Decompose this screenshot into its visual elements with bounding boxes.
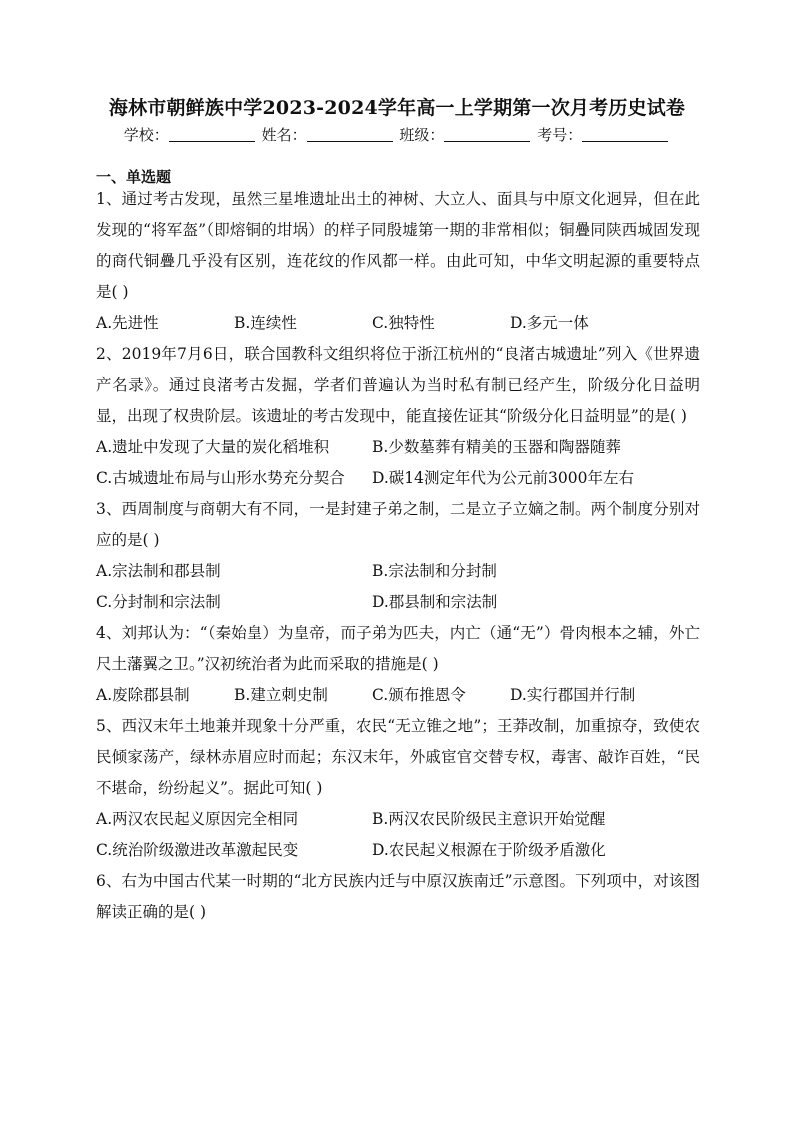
option-c: C.统治阶级激进改革激起民变 (96, 841, 299, 859)
number-label: 考号： (537, 126, 583, 144)
option-d: D.实行郡国并行制 (510, 686, 636, 704)
option-b: B.建立刺史制 (234, 686, 328, 704)
options-row (96, 804, 700, 835)
option-a: A.两汉农民起义原因完全相同 (96, 810, 299, 828)
school-label: 学校： (123, 126, 169, 144)
question-text: 3、西周制度与商朝大有不同，一是封建子弟之制，二是立子立嫡之制。两个制度分别对应的是( ) (96, 500, 700, 549)
class-label: 班级： (399, 126, 445, 144)
number-blank[interactable] (582, 126, 668, 142)
options-row (96, 432, 700, 463)
question-5 (96, 711, 700, 866)
option-b: B.宗法制和分封制 (372, 562, 497, 580)
questions-list (96, 184, 700, 928)
option-d: D.多元一体 (510, 314, 589, 332)
option-d: D.郡县制和宗法制 (372, 593, 498, 611)
option-a: A.废除郡县制 (96, 686, 190, 704)
question-text: 2、2019年7月6日，联合国教科文组织将位于浙江杭州的“良渚古城遗址”列入《世界遗产名录》。通过良渚考古发掘，学者们普遍认为当时私有制已经产生，阶级分化日益明显，出现了权贵阶层。该遗址的考古发现中，能直接佐证其“阶级分化日益明显”的是( ) (96, 345, 700, 425)
question-4 (96, 618, 700, 711)
option-a: A.先进性 (96, 314, 159, 332)
question-3 (96, 494, 700, 618)
class-blank[interactable] (444, 126, 530, 142)
options-row (96, 680, 700, 711)
question-2 (96, 339, 700, 494)
question-text: 6、右为中国古代某一时期的“北方民族内迁与中原汉族南迁”示意图。下列项中，对该图解读正确的是( ) (96, 872, 700, 921)
options-row (96, 463, 700, 494)
question-text: 4、刘邦认为：“（秦始皇）为皇帝，而子弟为匹夫，内亡（通“无”）骨肉根本之辅，外亡尺土藩翼之卫。”汉初统治者为此而采取的措施是( ) (96, 624, 700, 673)
options-row (96, 308, 700, 339)
option-b: B.连续性 (234, 314, 297, 332)
question-6 (96, 866, 700, 928)
option-c: C.分封制和宗法制 (96, 593, 221, 611)
option-c: C.颁布推恩令 (372, 686, 466, 704)
option-a: A.遗址中发现了大量的炭化稻堆积 (96, 438, 330, 456)
exam-title: 海林市朝鲜族中学2023-2024学年高一上学期第一次月考历史试卷 (108, 97, 686, 119)
option-c: C.独特性 (372, 314, 435, 332)
options-row (96, 587, 700, 618)
student-info-line (0, 124, 794, 146)
name-blank[interactable] (307, 126, 393, 142)
option-b: B.少数墓葬有精美的玉器和陶器随葬 (372, 438, 621, 456)
option-b: B.两汉农民阶级民主意识开始觉醒 (372, 810, 606, 828)
option-a: A.宗法制和郡县制 (96, 562, 221, 580)
question-text: 5、西汉末年土地兼并现象十分严重，农民“无立锥之地”；王莽改制，加重掠夺，致使农民倾家荡产，绿林赤眉应时而起；东汉末年，外戚宦官交替专权，毒害、敲诈百姓，“民不堪命，纷纷起义”。据此可知( ) (96, 717, 700, 797)
question-1 (96, 184, 700, 339)
question-text: 1、通过考古发现，虽然三星堆遗址出土的神树、大立人、面具与中原文化迥异，但在此发现的“将军盔”（即熔铜的坩埚）的样子同殷墟第一期的非常相似；铜疊同陕西城固发现的商代铜疊几乎没有区别，连花纹的作风都一样。由此可知，中华文明起源的重要特点是( ) (96, 190, 700, 301)
option-c: C.古城遗址布局与山形水势充分契合 (96, 469, 345, 487)
options-row (96, 556, 700, 587)
option-d: D.农民起义根源在于阶级矛盾激化 (372, 841, 606, 859)
name-label: 姓名： (261, 126, 307, 144)
option-d: D.碳14测定年代为公元前3000年左右 (372, 469, 634, 487)
section-title: 一、单选题 (96, 168, 172, 186)
options-row (96, 835, 700, 866)
school-blank[interactable] (169, 126, 255, 142)
